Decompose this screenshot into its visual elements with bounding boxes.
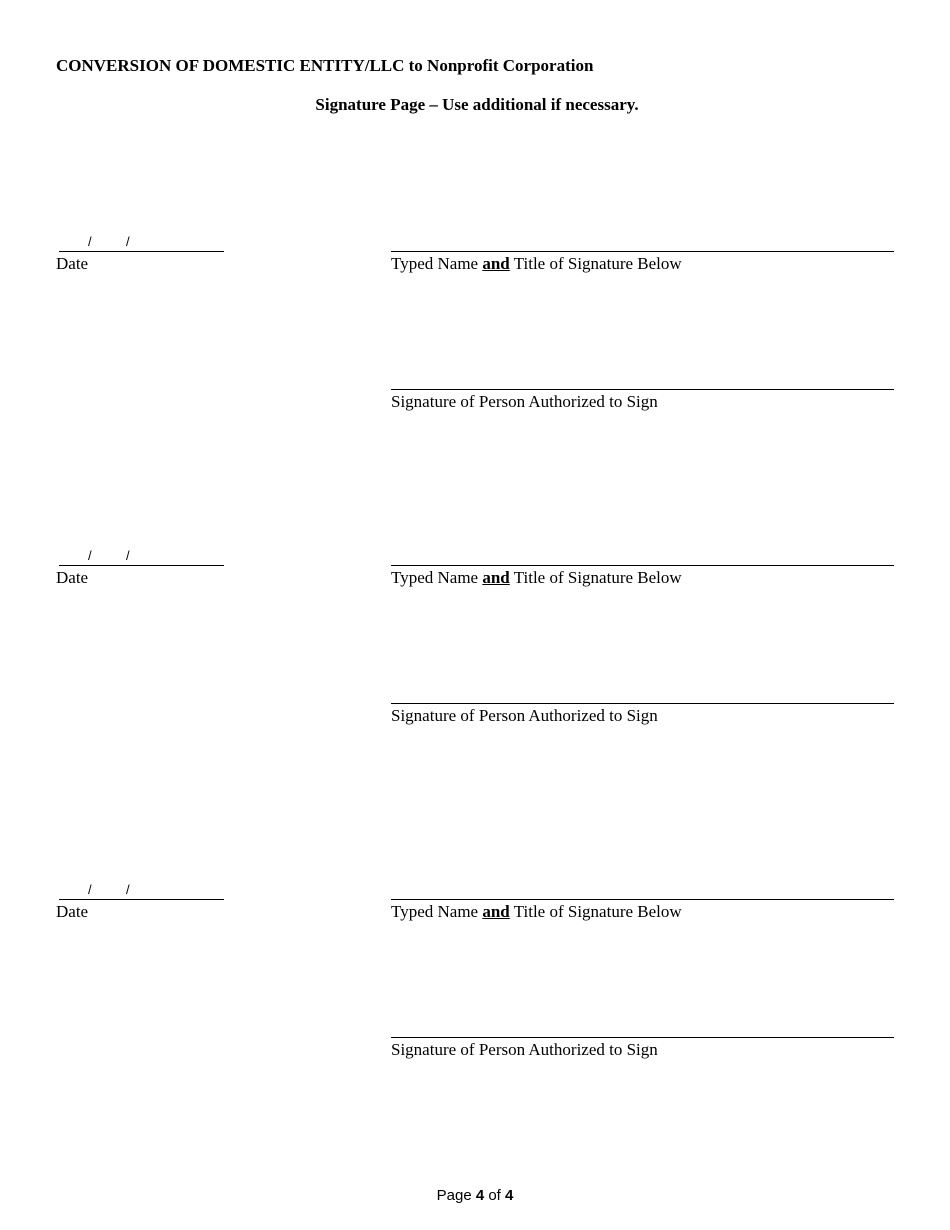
signature-block xyxy=(0,548,950,748)
label-emphasis: and xyxy=(482,902,510,921)
signature-input[interactable] xyxy=(391,1037,894,1038)
signature-input[interactable] xyxy=(391,389,894,390)
date-input[interactable] xyxy=(59,882,224,900)
label-text: Typed Name xyxy=(391,254,483,273)
page-prefix: Page xyxy=(436,1187,476,1204)
signature-block xyxy=(0,234,950,434)
signature-label: Signature of Person Authorized to Sign xyxy=(391,1040,658,1059)
label-text: Title of Signature Below xyxy=(509,568,682,587)
label-text: Typed Name xyxy=(391,902,483,921)
page-separator: of xyxy=(484,1187,506,1204)
signature-label: Signature of Person Authorized to Sign xyxy=(391,392,658,411)
date-input[interactable] xyxy=(59,548,224,566)
typed-name-title-label xyxy=(391,568,682,588)
typed-name-title-label xyxy=(391,254,682,274)
page-subtitle: Signature Page – Use additional if necessary. xyxy=(315,95,639,114)
page-number xyxy=(0,1187,950,1204)
typed-name-title-input[interactable] xyxy=(391,899,894,900)
date-label: Date xyxy=(56,254,89,273)
date-input[interactable] xyxy=(59,234,224,252)
label-text: Title of Signature Below xyxy=(509,902,682,921)
date-separator: / xyxy=(88,548,92,563)
date-separator: / xyxy=(126,234,130,249)
date-separator: / xyxy=(126,548,130,563)
date-separator: / xyxy=(126,882,130,897)
total-pages: 4 xyxy=(505,1187,514,1204)
date-separator: / xyxy=(88,234,92,249)
typed-name-title-input[interactable] xyxy=(391,251,894,252)
typed-name-title-input[interactable] xyxy=(391,565,894,566)
date-label: Date xyxy=(56,902,89,921)
typed-name-title-label xyxy=(391,902,682,922)
label-emphasis: and xyxy=(482,568,510,587)
signature-block xyxy=(0,882,950,1082)
current-page: 4 xyxy=(475,1187,485,1204)
label-text: Typed Name xyxy=(391,568,483,587)
label-emphasis: and xyxy=(482,254,510,273)
label-text: Title of Signature Below xyxy=(509,254,682,273)
date-separator: / xyxy=(88,882,92,897)
date-label: Date xyxy=(56,568,89,587)
signature-label: Signature of Person Authorized to Sign xyxy=(391,706,658,725)
page-title: CONVERSION OF DOMESTIC ENTITY/LLC to Nonprofit Corporation xyxy=(56,56,594,75)
signature-input[interactable] xyxy=(391,703,894,704)
